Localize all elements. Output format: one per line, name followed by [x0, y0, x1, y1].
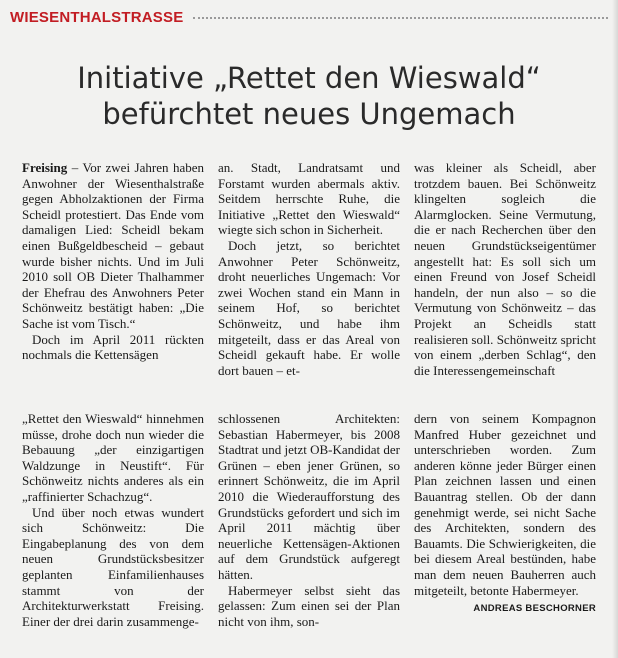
section-title: WIESENTHALSTRASSE: [10, 8, 184, 26]
article-top-columns: [22, 160, 596, 378]
headline-line-2: befürchtet neues Ungemach: [102, 97, 516, 131]
header-dotted-rule: [193, 17, 608, 19]
paragraph: Doch jetzt, so berichtet Anwohner Peter Schönweitz, droht neuerliches Ungemach: Vor zwei Wochen stand ein Mann in seinem Hof, so berichtet Schönweitz, und habe ihm mitgeteilt, dass er das Areal von Scheidl gekauft habe. Er wolle dort bauen – et-: [218, 237, 400, 378]
article-bottom-columns: [22, 411, 596, 629]
bottom-column-3: [414, 411, 596, 629]
headline-line-1: Initiative „Rettet den Wieswald“: [77, 61, 541, 95]
top-column-1: [22, 160, 204, 378]
paragraph: dern von seinem Kompagnon Manfred Huber gezeichnet und unterschrieben worden. Zum anderen könne jeder Bürger einen Plan zeichnen lassen und einen Bauantrag stellen. Ob der dann genehmigt werde, sei nicht Sache des Architekten, sondern des Bauamts. Die Schwierigkeiten, die bei diesem Areal bestünden, habe man dem neuen Bauherren auch mitgeteilt, betonte Habermeyer.: [414, 411, 596, 598]
paragraph: schlossenen Architekten: Sebastian Habermeyer, bis 2008 Stadtrat und jetzt OB-Kandidat der Grünen – eben jener Grünen, so erinnert Schönweitz, die im April 2010 die Wiederaufforstung des Grundstücks gefordert und sich im April 2011 mächtig über neuerliche Kettensägen-Aktionen auf dem Grundstück aufgeregt hätten.: [218, 411, 400, 582]
dateline: Freising: [22, 160, 68, 175]
bottom-column-2: [218, 411, 400, 629]
paragraph-text: – Vor zwei Jahren haben Anwohner der Wiesenthalstraße gegen Abholzaktionen der Firma Scheidl protestiert. Das Ende vom damaligen Lied: Scheidl bekam einen Bußgeldbescheid – gebaut wurde bisher nichts. Und im Juli 2010 soll OB Dieter Thalhammer der Ehefrau des Anwohners Peter Schönweitz bestätigt haben: „Die Sache ist vom Tisch.“: [22, 160, 204, 331]
paragraph: [22, 160, 204, 332]
paragraph: was kleiner als Scheidl, aber trotzdem bauen. Bei Schönweitz klingelten sogleich die Alarmglocken. Seine Vermutung, die er nach Recherchen über den neuen Grundstückseigentümer angestellt hat: Es soll sich um einen Freund von Josef Scheidl handeln, der nun also – so die Vermutung von Schönweitz – das Projekt an Scheidls statt realisieren soll. Schönweitz spricht von einem „derben Schlag“, den die Interessengemeinschaft: [414, 160, 596, 378]
paragraph: Doch im April 2011 rückten nochmals die Kettensägen: [22, 331, 204, 363]
paragraph: Und über noch etwas wundert sich Schönweitz: Die Eingabeplanung des von dem neuen Grundstücksbesitzer geplanten Einfamilienhauses stammt von der Architekturwerkstatt Freising. Einer der drei darin zusammenge-: [22, 504, 204, 629]
section-header: [10, 6, 608, 28]
paragraph: Habermeyer selbst sieht das gelassen: Zum einen sei der Plan nicht von ihm, son-: [218, 582, 400, 629]
bottom-column-1: [22, 411, 204, 629]
top-column-2: [218, 160, 400, 378]
paragraph: „Rettet den Wieswald“ hinnehmen müsse, drohe doch nun wieder die Bebauung „der einzigartigen Waldzunge in Neustift“. Für Schönweitz nichts anderes als ein „raffinierter Schachzug“.: [22, 411, 204, 504]
top-column-3: [414, 160, 596, 378]
author-byline: ANDREAS BESCHORNER: [473, 603, 596, 615]
page-edge-shadow: [612, 0, 618, 658]
paragraph: an. Stadt, Landratsamt und Forstamt wurden abermals aktiv. Seitdem herrschte Ruhe, die Initiative „Rettet den Wieswald“ wiegte sich schon in Sicherheit.: [218, 160, 400, 238]
article-headline: [20, 60, 598, 132]
